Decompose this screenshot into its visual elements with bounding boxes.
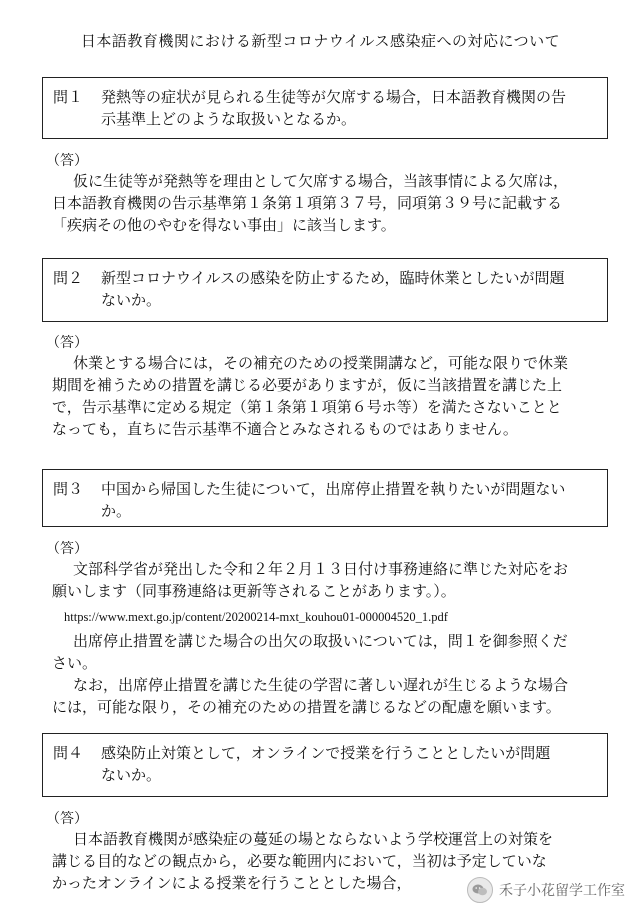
answer-line: 休業とする場合には，その補充のための授業開講など，可能な限りで休業 xyxy=(73,354,569,372)
answer-line: 講じる目的などの観点から，必要な範囲内において，当初は予定していな xyxy=(52,852,547,870)
question-label: 問３ xyxy=(53,480,84,498)
question-box-1 xyxy=(42,77,608,139)
reference-url: https://www.mext.go.jp/content/20200214-mxt_kouhou01-000004520_1.pdf xyxy=(64,610,448,624)
answer-line: 仮に生徒等が発熱等を理由として欠席する場合，当該事情による欠席は， xyxy=(73,172,569,190)
question-text-line: 新型コロナウイルスの感染を防止するため，臨時休業としたいが問題 xyxy=(101,269,565,287)
answer-line: かったオンラインによる授業を行うこととした場合， xyxy=(52,874,412,892)
document-title: 日本語教育機関における新型コロナウイルス感染症への対応について xyxy=(80,32,561,50)
answer-label: （答） xyxy=(46,811,88,827)
answer-line: 願いします（同事務連絡は更新等されることがあります。）。 xyxy=(52,582,456,600)
answer-line: 出席停止措置を講じた場合の出欠の取扱いについては，問１を御参照くだ xyxy=(73,632,568,650)
question-text-line: 中国から帰国した生徒について，出席停止措置を執りたいが問題ない xyxy=(101,480,566,498)
watermark-text: 禾子小花留学工作室 xyxy=(499,883,625,899)
answer-line: 期間を補うための措置を講じる必要がありますが，仮に当該措置を講じた上 xyxy=(52,376,563,394)
answer-label: （答） xyxy=(46,153,88,169)
answer-body-3 xyxy=(52,558,618,718)
answer-line: 日本語教育機関が感染症の蔓延の場とならないよう学校運営上の対策を xyxy=(73,830,554,848)
answer-label: （答） xyxy=(46,541,88,557)
answer-line: なお，出席停止措置を講じた生徒の学習に著しい遅れが生じるような場合 xyxy=(73,676,569,694)
question-label: 問１ xyxy=(53,88,84,106)
answer-line: には，可能な限り，その補充のための措置を講じるなどの配慮を願います。 xyxy=(52,698,561,716)
answer-line: なっても，直ちに告示基準不適合とみなされるものではありません。 xyxy=(52,420,518,438)
watermark xyxy=(461,876,631,904)
answer-body-1 xyxy=(52,170,618,236)
answer-line: さい。 xyxy=(52,654,98,672)
question-box-2 xyxy=(42,258,608,322)
question-text-line: ないか。 xyxy=(101,766,162,784)
question-box-3 xyxy=(42,469,608,527)
question-label: 問２ xyxy=(53,269,84,287)
question-label: 問４ xyxy=(53,744,84,762)
answer-body-2 xyxy=(52,352,618,440)
question-text-line: ないか。 xyxy=(101,291,162,309)
question-box-4 xyxy=(42,733,608,797)
question-text-line: 示基準上どのような取扱いとなるか。 xyxy=(101,110,357,128)
answer-line: 「疾病その他のやむを得ない事由」に該当します。 xyxy=(52,216,396,234)
wechat-icon xyxy=(467,877,493,903)
answer-label: （答） xyxy=(46,335,88,351)
answer-line: 日本語教育機関の告示基準第１条第１項第３７号，同項第３９号に記載する xyxy=(52,194,563,212)
answer-line: 文部科学省が発出した令和２年２月１３日付け事務連絡に準じた対応をお xyxy=(73,560,569,578)
question-text-line: 感染防止対策として，オンラインで授業を行うこととしたいが問題 xyxy=(101,744,551,762)
question-text-line: か。 xyxy=(101,502,132,520)
answer-line: で，告示基準に定める規定（第１条第１項第６号ホ等）を満たさないことと xyxy=(52,398,562,416)
question-text-line: 発熱等の症状が見られる生徒等が欠席する場合，日本語教育機関の告 xyxy=(101,88,567,106)
